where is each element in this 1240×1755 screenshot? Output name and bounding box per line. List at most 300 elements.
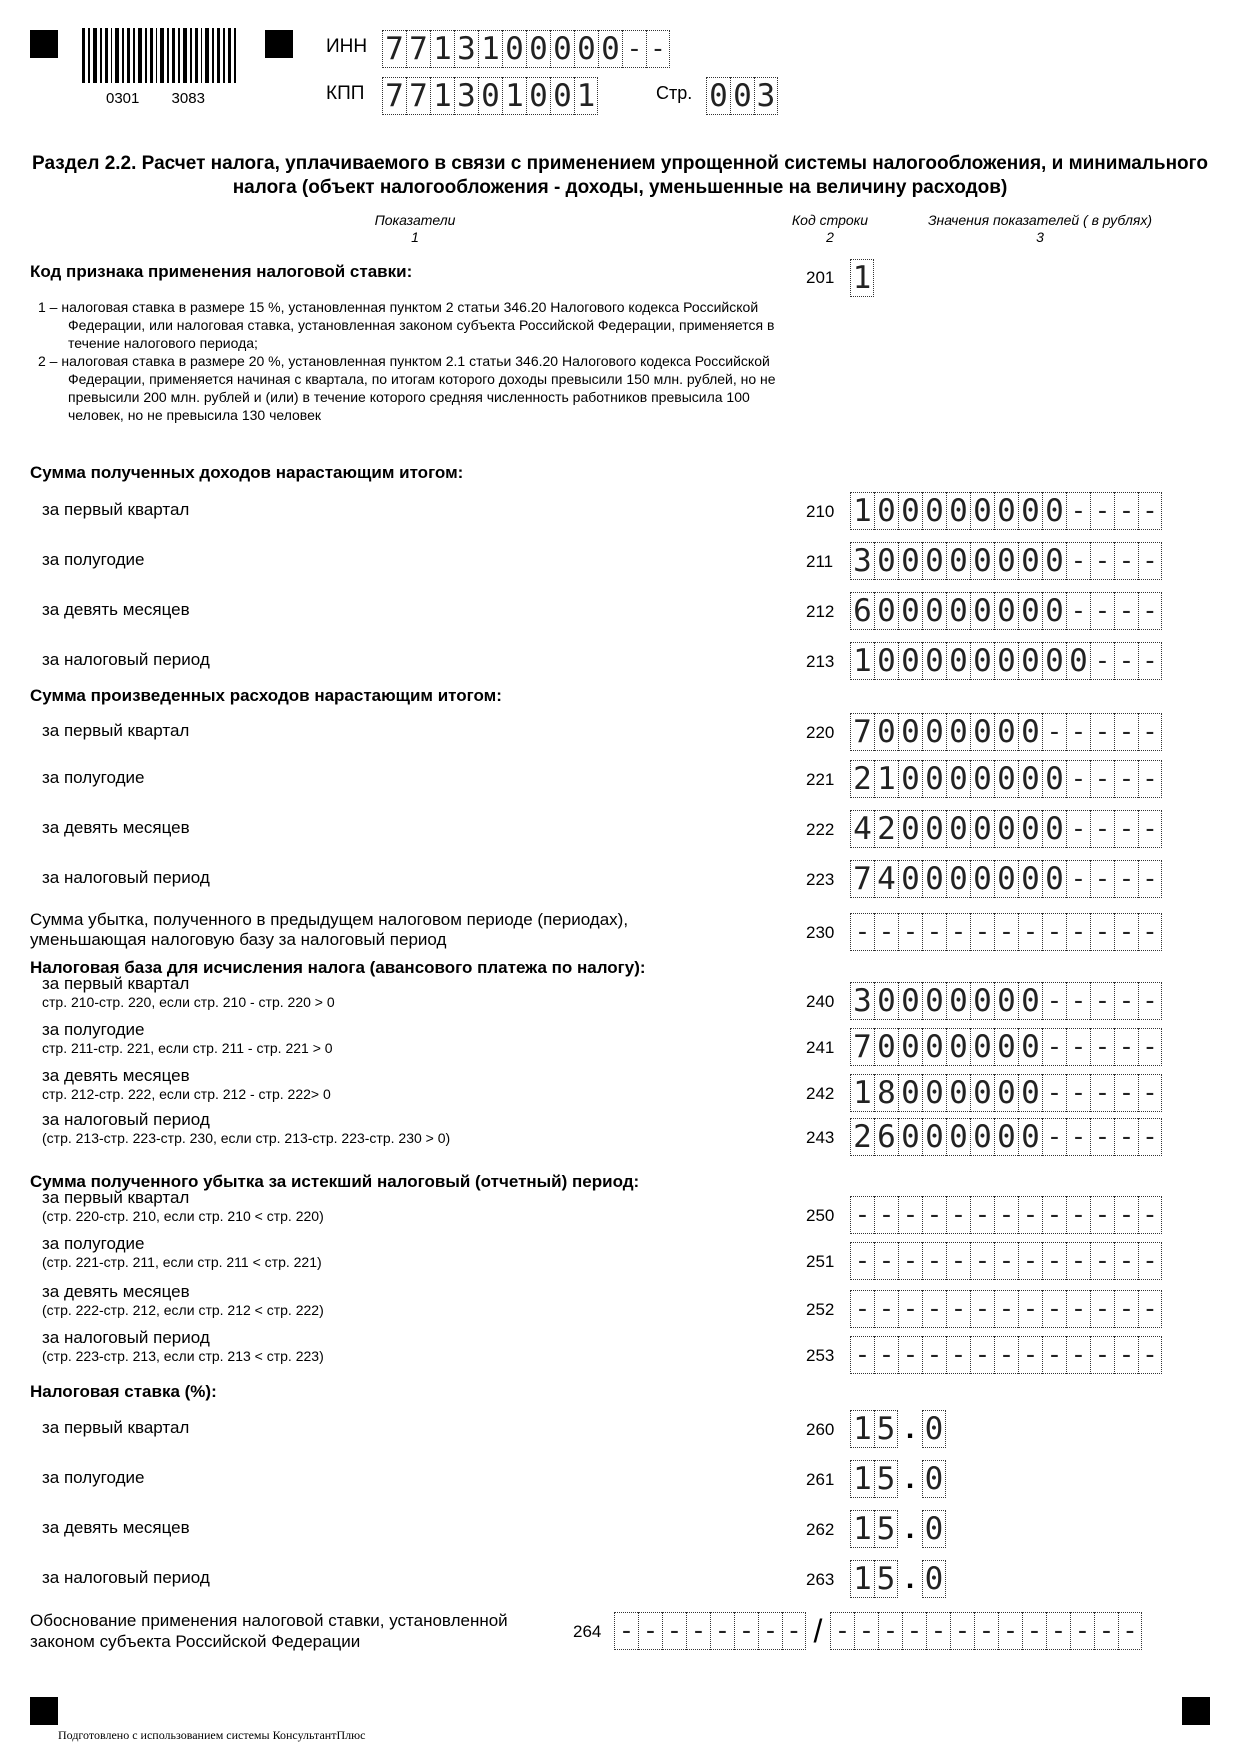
value-field-242[interactable] bbox=[850, 1074, 1162, 1112]
row-formula: (стр. 220-стр. 210, если стр. 210 < стр. 220) bbox=[42, 1208, 324, 1224]
char-cell: 4 bbox=[874, 860, 898, 898]
value-field-243[interactable] bbox=[850, 1118, 1162, 1156]
row-title: за девять месяцев bbox=[42, 1066, 190, 1085]
char-cell: 0 bbox=[1018, 1118, 1042, 1156]
char-cell: 0 bbox=[874, 492, 898, 530]
line-code-243: 243 bbox=[806, 1128, 835, 1147]
char-cell: - bbox=[970, 1242, 994, 1280]
char-cell: - bbox=[1090, 492, 1114, 530]
row-title: за налоговый период bbox=[42, 1328, 210, 1347]
char-cell: 6 bbox=[850, 592, 874, 630]
char-cell: 0 bbox=[994, 492, 1018, 530]
char-cell: - bbox=[970, 1336, 994, 1374]
char-cell: - bbox=[1114, 1074, 1138, 1112]
value-field-253[interactable] bbox=[850, 1336, 1162, 1374]
rate-decimal-part[interactable] bbox=[922, 1510, 946, 1548]
line-code-240: 240 bbox=[806, 992, 835, 1011]
row-title: за полугодие bbox=[42, 1234, 145, 1253]
tax-base-row-label bbox=[42, 974, 335, 1011]
char-cell: - bbox=[1090, 713, 1114, 751]
value-field-260[interactable] bbox=[850, 1410, 946, 1448]
justification-part-2[interactable] bbox=[830, 1612, 1142, 1650]
char-cell: - bbox=[1042, 982, 1066, 1020]
char-cell: - bbox=[946, 1290, 970, 1328]
row-title: за девять месяцев bbox=[42, 1282, 190, 1301]
justification-part-1[interactable] bbox=[614, 1612, 806, 1650]
value-field-252[interactable] bbox=[850, 1290, 1162, 1328]
char-cell: - bbox=[1066, 1028, 1090, 1066]
column-header-line-code-number: 2 bbox=[826, 229, 834, 245]
char-cell: 0 bbox=[946, 492, 970, 530]
char-cell: 0 bbox=[946, 542, 970, 580]
char-cell: - bbox=[1138, 810, 1162, 848]
char-cell: 0 bbox=[970, 642, 994, 680]
char-cell: - bbox=[850, 913, 874, 951]
inn-label: ИНН bbox=[326, 36, 368, 57]
char-cell: 0 bbox=[1042, 810, 1066, 848]
line-code-230: 230 bbox=[806, 923, 835, 942]
char-cell: 0 bbox=[970, 982, 994, 1020]
char-cell: - bbox=[1114, 1336, 1138, 1374]
char-cell: 0 bbox=[922, 592, 946, 630]
income-row-label bbox=[42, 650, 210, 670]
char-cell: 3 bbox=[754, 77, 778, 115]
char-cell: - bbox=[830, 1612, 854, 1650]
char-cell: 0 bbox=[874, 542, 898, 580]
char-cell: 0 bbox=[898, 492, 922, 530]
tax-base-section-title: Налоговая база для исчисления налога (авансового платежа по налогу): bbox=[30, 958, 646, 977]
row-title: за налоговый период bbox=[42, 868, 210, 887]
line-code-220: 220 bbox=[806, 723, 835, 742]
value-field-251[interactable] bbox=[850, 1242, 1162, 1280]
char-cell: - bbox=[614, 1612, 638, 1650]
char-cell: - bbox=[1138, 713, 1162, 751]
char-cell: 3 bbox=[850, 982, 874, 1020]
char-cell: - bbox=[922, 1242, 946, 1280]
char-cell: 0 bbox=[946, 592, 970, 630]
column-header-values-number: 3 bbox=[1036, 229, 1044, 245]
char-cell: 1 bbox=[502, 77, 526, 115]
char-cell: - bbox=[1042, 1196, 1066, 1234]
char-cell: 0 bbox=[994, 1118, 1018, 1156]
char-cell: - bbox=[1066, 982, 1090, 1020]
char-cell: - bbox=[1070, 1612, 1094, 1650]
char-cell: - bbox=[850, 1196, 874, 1234]
char-cell: - bbox=[994, 1242, 1018, 1280]
char-cell: 1 bbox=[430, 77, 454, 115]
char-cell: 0 bbox=[970, 492, 994, 530]
char-cell: 0 bbox=[922, 713, 946, 751]
justification-field[interactable] bbox=[614, 1612, 1142, 1650]
line-code-241: 241 bbox=[806, 1038, 835, 1057]
column-header-indicators-number: 1 bbox=[411, 229, 419, 245]
line-code-211: 211 bbox=[806, 552, 834, 571]
corner-marker-bottom-right bbox=[1182, 1697, 1210, 1725]
char-cell: 1 bbox=[874, 760, 898, 798]
value-field-222[interactable] bbox=[850, 810, 1162, 848]
kpp-field[interactable] bbox=[382, 77, 598, 115]
char-cell: 0 bbox=[922, 1560, 946, 1598]
loss-row-label bbox=[42, 1234, 322, 1271]
char-cell: 0 bbox=[1042, 592, 1066, 630]
char-cell: - bbox=[1114, 713, 1138, 751]
char-cell: - bbox=[878, 1612, 902, 1650]
char-cell: 0 bbox=[1018, 1074, 1042, 1112]
char-cell: 0 bbox=[898, 982, 922, 1020]
value-field-213[interactable] bbox=[850, 642, 1162, 680]
char-cell: 0 bbox=[874, 642, 898, 680]
char-cell: - bbox=[946, 913, 970, 951]
column-header-indicators-label: Показатели bbox=[374, 212, 456, 228]
char-cell: - bbox=[850, 1336, 874, 1374]
char-cell: - bbox=[1114, 1118, 1138, 1156]
line-code-262: 262 bbox=[806, 1520, 835, 1539]
char-cell: 3 bbox=[454, 77, 478, 115]
char-cell: - bbox=[874, 1242, 898, 1280]
char-cell: - bbox=[1066, 1074, 1090, 1112]
decimal-point: . bbox=[905, 1462, 915, 1495]
char-cell: 6 bbox=[874, 1118, 898, 1156]
char-cell: - bbox=[874, 913, 898, 951]
line-code-260: 260 bbox=[806, 1420, 835, 1439]
value-field-210[interactable] bbox=[850, 492, 1162, 530]
char-cell: 0 bbox=[994, 642, 1018, 680]
char-cell: 0 bbox=[970, 810, 994, 848]
line-code-222: 222 bbox=[806, 820, 835, 839]
char-cell: 0 bbox=[898, 713, 922, 751]
char-cell: - bbox=[1066, 1196, 1090, 1234]
column-header-values-label: Значения показателей ( в рублях) bbox=[927, 212, 1153, 228]
char-cell: 7 bbox=[850, 1028, 874, 1066]
char-cell: 0 bbox=[922, 542, 946, 580]
income-row-label bbox=[42, 550, 144, 570]
char-cell: - bbox=[1138, 913, 1162, 951]
row-formula: стр. 211-стр. 221, если стр. 211 - стр. 221 > 0 bbox=[42, 1040, 333, 1056]
decimal-point: . bbox=[905, 1412, 915, 1445]
char-cell: - bbox=[1042, 913, 1066, 951]
line-code-213: 213 bbox=[806, 652, 835, 671]
char-cell: - bbox=[922, 913, 946, 951]
char-cell: 0 bbox=[970, 1074, 994, 1112]
char-cell: - bbox=[1042, 1336, 1066, 1374]
char-cell: - bbox=[1138, 542, 1162, 580]
char-cell: 0 bbox=[1042, 860, 1066, 898]
char-cell: - bbox=[758, 1612, 782, 1650]
line-code-253: 253 bbox=[806, 1346, 835, 1365]
char-cell: - bbox=[950, 1612, 974, 1650]
line-code-263: 263 bbox=[806, 1570, 835, 1589]
char-cell: - bbox=[902, 1612, 926, 1650]
char-cell: 0 bbox=[1018, 860, 1042, 898]
value-field-240[interactable] bbox=[850, 982, 1162, 1020]
row-formula: стр. 212-стр. 222, если стр. 212 - стр. 222> 0 bbox=[42, 1086, 331, 1102]
char-cell: - bbox=[970, 913, 994, 951]
value-field-221[interactable] bbox=[850, 760, 1162, 798]
char-cell: 0 bbox=[994, 760, 1018, 798]
justification-separator: / bbox=[813, 1612, 823, 1649]
char-cell: - bbox=[1138, 1074, 1162, 1112]
char-cell: - bbox=[898, 913, 922, 951]
char-cell: - bbox=[1090, 542, 1114, 580]
row-title: за первый квартал bbox=[42, 500, 190, 519]
rate-integer-part[interactable] bbox=[850, 1560, 898, 1598]
char-cell: 0 bbox=[898, 860, 922, 898]
decimal-point: . bbox=[905, 1512, 915, 1545]
char-cell: 7 bbox=[382, 30, 406, 68]
char-cell: - bbox=[946, 1336, 970, 1374]
char-cell: - bbox=[638, 1612, 662, 1650]
line-code-223: 223 bbox=[806, 870, 835, 889]
char-cell: 1 bbox=[850, 642, 874, 680]
column-header-line-code-label: Код строки bbox=[791, 212, 869, 228]
row-title: за полугодие bbox=[42, 550, 145, 569]
value-field-212[interactable] bbox=[850, 592, 1162, 630]
barcode bbox=[82, 28, 242, 88]
char-cell: 0 bbox=[970, 542, 994, 580]
char-cell: 5 bbox=[874, 1410, 898, 1448]
char-cell: - bbox=[1022, 1612, 1046, 1650]
char-cell: - bbox=[1018, 1290, 1042, 1328]
char-cell: - bbox=[898, 1196, 922, 1234]
char-cell: - bbox=[1042, 1028, 1066, 1066]
char-cell: - bbox=[1114, 542, 1138, 580]
line-code-264: 264 bbox=[573, 1622, 602, 1641]
char-cell: - bbox=[1114, 860, 1138, 898]
char-cell: 3 bbox=[454, 30, 478, 68]
char-cell: 1 bbox=[850, 259, 874, 297]
rate-decimal-part[interactable] bbox=[922, 1410, 946, 1448]
rate-row-label bbox=[42, 1468, 144, 1488]
char-cell: - bbox=[1114, 1196, 1138, 1234]
char-cell: - bbox=[1090, 1290, 1114, 1328]
char-cell: - bbox=[1114, 810, 1138, 848]
char-cell: - bbox=[686, 1612, 710, 1650]
loss-prev-field[interactable] bbox=[850, 913, 1162, 951]
page-number-field[interactable] bbox=[706, 77, 778, 115]
char-cell: - bbox=[994, 1336, 1018, 1374]
char-cell: - bbox=[898, 1242, 922, 1280]
inn-field[interactable] bbox=[382, 30, 670, 68]
rate-decimal-part[interactable] bbox=[922, 1460, 946, 1498]
row-title: за полугодие bbox=[42, 1468, 145, 1487]
char-cell: 0 bbox=[922, 982, 946, 1020]
char-cell: 0 bbox=[898, 1118, 922, 1156]
rate-code-option-2: 2 – налоговая ставка в размере 20 %, установленная пунктом 2.1 статьи 346.20 Налогового кодекса Российской Федерации, применяется начиная с квартала, по итогам которого доходы превысили 150 млн. рублей, но не превысили 200 млн. рублей и (или) в течение которого средняя численность работников превысила 100 человек, но не превысила 130 человек bbox=[38, 353, 776, 423]
char-cell: 7 bbox=[406, 77, 430, 115]
rate-row-label bbox=[42, 1568, 210, 1588]
value-field-211[interactable] bbox=[850, 542, 1162, 580]
char-cell: - bbox=[850, 1242, 874, 1280]
char-cell: - bbox=[1138, 1336, 1162, 1374]
char-cell: 0 bbox=[898, 1074, 922, 1112]
char-cell: 0 bbox=[970, 860, 994, 898]
loss-section-title: Сумма полученного убытка за истекший налоговый (отчетный) период: bbox=[30, 1172, 640, 1191]
rate-integer-part[interactable] bbox=[850, 1510, 898, 1548]
char-cell: 0 bbox=[526, 77, 550, 115]
char-cell: - bbox=[1066, 810, 1090, 848]
char-cell: - bbox=[646, 30, 670, 68]
char-cell: - bbox=[1018, 1196, 1042, 1234]
char-cell: 0 bbox=[970, 1028, 994, 1066]
row-title: за первый квартал bbox=[42, 721, 190, 740]
char-cell: 4 bbox=[850, 810, 874, 848]
char-cell: 8 bbox=[874, 1074, 898, 1112]
loss-row-label bbox=[42, 1328, 324, 1365]
char-cell: 0 bbox=[1042, 492, 1066, 530]
char-cell: 0 bbox=[946, 642, 970, 680]
rate-code-option-1: 1 – налоговая ставка в размере 15 %, установленная пунктом 2 статьи 346.20 Налогового кодекса Российской Федерации, или налоговая ставка, установленная законом субъекта Российской Федерации, применяется в течение налогового периода; bbox=[38, 299, 775, 351]
value-field-250[interactable] bbox=[850, 1196, 1162, 1234]
char-cell: - bbox=[1138, 1028, 1162, 1066]
row-title: за полугодие bbox=[42, 1020, 145, 1039]
value-field-263[interactable] bbox=[850, 1560, 946, 1598]
income-section-title: Сумма полученных доходов нарастающим итогом: bbox=[30, 463, 464, 482]
char-cell: - bbox=[1066, 713, 1090, 751]
char-cell: - bbox=[1138, 642, 1162, 680]
char-cell: - bbox=[970, 1196, 994, 1234]
row-title: за девять месяцев bbox=[42, 818, 190, 837]
char-cell: 0 bbox=[970, 592, 994, 630]
loss-row-label bbox=[42, 1282, 324, 1319]
value-field-261[interactable] bbox=[850, 1460, 946, 1498]
char-cell: - bbox=[1066, 860, 1090, 898]
char-cell: - bbox=[926, 1612, 950, 1650]
line-code-252: 252 bbox=[806, 1300, 835, 1319]
rate-integer-part[interactable] bbox=[850, 1460, 898, 1498]
char-cell: 1 bbox=[478, 30, 502, 68]
char-cell: 0 bbox=[970, 713, 994, 751]
footer-note: Подготовлено с использованием системы КонсультантПлюс bbox=[58, 1728, 366, 1742]
char-cell: - bbox=[874, 1290, 898, 1328]
char-cell: - bbox=[1042, 1242, 1066, 1280]
char-cell: - bbox=[734, 1612, 758, 1650]
char-cell: 0 bbox=[994, 542, 1018, 580]
char-cell: - bbox=[1138, 492, 1162, 530]
char-cell: - bbox=[974, 1612, 998, 1650]
char-cell: 0 bbox=[706, 77, 730, 115]
char-cell: 0 bbox=[1042, 542, 1066, 580]
char-cell: - bbox=[854, 1612, 878, 1650]
value-field-220[interactable] bbox=[850, 713, 1162, 751]
char-cell: - bbox=[994, 1290, 1018, 1328]
char-cell: 0 bbox=[898, 760, 922, 798]
char-cell: 0 bbox=[898, 542, 922, 580]
char-cell: 0 bbox=[994, 1028, 1018, 1066]
char-cell: 0 bbox=[1018, 810, 1042, 848]
char-cell: - bbox=[946, 1242, 970, 1280]
value-field-241[interactable] bbox=[850, 1028, 1162, 1066]
row-title: за первый квартал bbox=[42, 1418, 190, 1437]
char-cell: - bbox=[898, 1290, 922, 1328]
char-cell: 0 bbox=[970, 760, 994, 798]
char-cell: 0 bbox=[1066, 642, 1090, 680]
char-cell: 0 bbox=[922, 1118, 946, 1156]
char-cell: - bbox=[1090, 1242, 1114, 1280]
value-field-262[interactable] bbox=[850, 1510, 946, 1548]
char-cell: - bbox=[1090, 760, 1114, 798]
line-code-210: 210 bbox=[806, 502, 835, 521]
char-cell: 0 bbox=[946, 760, 970, 798]
char-cell: 0 bbox=[922, 860, 946, 898]
row-title: за полугодие bbox=[42, 768, 145, 787]
corner-marker-top-right bbox=[265, 30, 293, 58]
char-cell: - bbox=[1138, 982, 1162, 1020]
char-cell: 0 bbox=[502, 30, 526, 68]
income-row-label bbox=[42, 500, 189, 520]
char-cell: 0 bbox=[922, 1410, 946, 1448]
line-code-250: 250 bbox=[806, 1206, 835, 1225]
char-cell: - bbox=[1066, 1290, 1090, 1328]
char-cell: - bbox=[1090, 1118, 1114, 1156]
char-cell: - bbox=[1066, 1336, 1090, 1374]
char-cell: - bbox=[1138, 1242, 1162, 1280]
row-title: за девять месяцев bbox=[42, 1518, 190, 1537]
char-cell: - bbox=[1090, 913, 1114, 951]
row-title: за налоговый период bbox=[42, 1568, 210, 1587]
rate-code-field[interactable] bbox=[850, 259, 874, 297]
column-header-values bbox=[890, 212, 1190, 246]
rate-code-title: Код признака применения налоговой ставки: bbox=[30, 262, 413, 281]
char-cell: 0 bbox=[730, 77, 754, 115]
char-cell: - bbox=[1090, 592, 1114, 630]
char-cell: 0 bbox=[550, 77, 574, 115]
char-cell: - bbox=[710, 1612, 734, 1650]
char-cell: - bbox=[1114, 1028, 1138, 1066]
char-cell: 0 bbox=[994, 592, 1018, 630]
expenses-row-label bbox=[42, 818, 190, 838]
char-cell: - bbox=[922, 1196, 946, 1234]
char-cell: - bbox=[970, 1290, 994, 1328]
char-cell: 0 bbox=[598, 30, 622, 68]
char-cell: - bbox=[994, 913, 1018, 951]
rate-integer-part[interactable] bbox=[850, 1410, 898, 1448]
row-formula: (стр. 222-стр. 212, если стр. 212 < стр. 222) bbox=[42, 1302, 324, 1318]
char-cell: 0 bbox=[922, 1460, 946, 1498]
rate-section-title: Налоговая ставка (%): bbox=[30, 1382, 217, 1401]
row-formula: стр. 210-стр. 220, если стр. 210 - стр. 220 > 0 bbox=[42, 994, 335, 1010]
decimal-point: . bbox=[905, 1562, 915, 1595]
rate-decimal-part[interactable] bbox=[922, 1560, 946, 1598]
expenses-row-label bbox=[42, 721, 189, 741]
loss-row-label bbox=[42, 1188, 324, 1225]
char-cell: 0 bbox=[574, 30, 598, 68]
char-cell: 0 bbox=[994, 713, 1018, 751]
char-cell: - bbox=[1090, 810, 1114, 848]
char-cell: - bbox=[1018, 1242, 1042, 1280]
char-cell: 0 bbox=[898, 642, 922, 680]
char-cell: - bbox=[1138, 760, 1162, 798]
char-cell: 1 bbox=[850, 492, 874, 530]
char-cell: 1 bbox=[850, 1074, 874, 1112]
char-cell: - bbox=[874, 1196, 898, 1234]
char-cell: - bbox=[1066, 592, 1090, 630]
value-field-223[interactable] bbox=[850, 860, 1162, 898]
char-cell: 7 bbox=[406, 30, 430, 68]
char-cell: - bbox=[1066, 1118, 1090, 1156]
char-cell: 0 bbox=[922, 810, 946, 848]
tax-base-row-label bbox=[42, 1066, 331, 1103]
char-cell: - bbox=[1066, 542, 1090, 580]
char-cell: 0 bbox=[898, 592, 922, 630]
char-cell: - bbox=[874, 1336, 898, 1374]
char-cell: 0 bbox=[922, 760, 946, 798]
char-cell: - bbox=[1138, 1118, 1162, 1156]
row-formula: (стр. 223-стр. 213, если стр. 213 < стр. 223) bbox=[42, 1348, 324, 1364]
char-cell: 0 bbox=[1018, 642, 1042, 680]
char-cell: - bbox=[1090, 1074, 1114, 1112]
row-title: за налоговый период bbox=[42, 1110, 210, 1129]
char-cell: - bbox=[1066, 492, 1090, 530]
